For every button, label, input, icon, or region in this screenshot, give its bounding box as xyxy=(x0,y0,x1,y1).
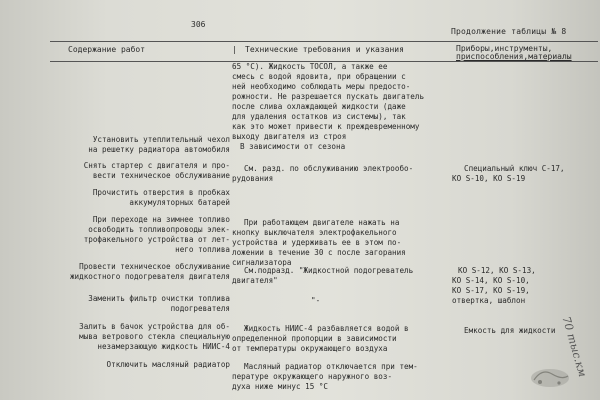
column-header-works: Содержание работ xyxy=(68,45,146,54)
tool-line: КО S-12, КО S-13, xyxy=(458,266,536,275)
work-item-line: трофакельного устройства от лет- xyxy=(83,235,230,244)
requirement-line: При работающем двигателе нажать на xyxy=(244,218,400,227)
requirement-line: См. разд. по обслуживанию электрообо- xyxy=(244,164,414,173)
table-continuation-caption: Продолжение таблицы № 8 xyxy=(451,27,567,36)
stamp-smudge xyxy=(528,362,572,390)
requirement-line: от температуры окружающего воздуха xyxy=(232,344,388,353)
requirement-line: Масляный радиатор отключается при тем- xyxy=(244,362,418,371)
requirement-line: смесь с водой ядовита, при обращении с xyxy=(232,72,406,81)
requirement-line: пературе окружающего наружного воз- xyxy=(232,372,393,381)
tool-line: Специальный ключ С-17, xyxy=(464,164,565,173)
header-top-rule xyxy=(50,41,598,42)
work-item-line: освободить топливопроводы элек- xyxy=(88,225,230,234)
requirement-line: рудования xyxy=(232,174,274,183)
work-item-line: Прочистить отверстия в пробках xyxy=(92,188,230,197)
column-header-tools-line2: приспособления,материалы xyxy=(456,52,572,61)
requirement-line: ложении в течение 30 с после загорания xyxy=(232,248,406,257)
work-item-line: Провести техническое обслуживание xyxy=(79,262,230,271)
work-item-line: незамерзающую жидкость НИИС-4 xyxy=(97,342,230,351)
work-item-line: Установить утеплительный чехол xyxy=(92,135,230,144)
requirement-line: кнопку выключателя электрофакельного xyxy=(232,228,397,237)
work-item-line: вести техническое обслуживание xyxy=(92,171,230,180)
work-item-line: мыва ветрового стекла специальную xyxy=(79,332,230,341)
column-header-separator: | xyxy=(232,45,237,54)
requirement-line: ней необходимо соблюдать меры предосто- xyxy=(232,82,411,91)
column-header-tools-line1: Приборы,инструменты, xyxy=(456,44,553,53)
work-item-line: Отключить масляный радиатор xyxy=(106,360,230,369)
work-item-line: жидкостного подогревателя двигателя xyxy=(69,272,230,281)
requirement-line: двигателя" xyxy=(232,276,278,285)
handwritten-note: 70 тыс.км xyxy=(559,315,590,379)
requirement-line: 65 °С). Жидкость ТОСОЛ, а также ее xyxy=(232,62,388,71)
requirement-line: после слива охлаждающей жидкости (даже xyxy=(232,102,406,111)
tool-line: КО S-10, КО S-19 xyxy=(452,174,526,183)
requirement-line: В зависимости от сезона xyxy=(240,142,346,151)
tool-line: КО S-14, КО S-10, xyxy=(452,276,530,285)
ditto-mark: "- xyxy=(311,296,321,305)
work-item-line: подогревателя xyxy=(170,304,230,313)
work-item-line: него топлива xyxy=(175,245,230,254)
tool-line: отвертка, шаблон xyxy=(452,296,526,305)
work-item-line: При переходе на зимнее топливо xyxy=(92,215,230,224)
tool-line: Емкость для жидкости xyxy=(464,326,556,335)
requirement-line: для удаления остатков из системы), так xyxy=(232,112,406,121)
requirement-line: духа ниже минус 15 °С xyxy=(232,382,329,391)
requirement-line: как это может привести к преждевременному xyxy=(232,122,420,131)
work-item-line: на решетку радиатора автомобиля xyxy=(88,145,230,154)
requirement-line: рожности. Не разрешается пускать двигатель xyxy=(232,92,425,101)
work-item-line: аккумуляторных батарей xyxy=(129,198,230,207)
requirement-line: сигнализатора xyxy=(232,258,292,267)
requirement-line: определенной пропорции в зависимости xyxy=(232,334,397,343)
work-item-line: Снять стартер с двигателя и про- xyxy=(83,161,230,170)
requirement-line: Жидкость НИИС-4 разбавляется водой в xyxy=(244,324,409,333)
requirement-line: См.подразд. "Жидкостной подогреватель xyxy=(244,266,414,275)
column-header-requirements: Технические требования и указания xyxy=(245,45,404,54)
tool-line: КО S-17, КО S-19, xyxy=(452,286,530,295)
requirement-line: устройства и удерживать ее в этом по- xyxy=(232,238,402,247)
work-item-line: Залить в бачок устройства для об- xyxy=(79,322,230,331)
page-number: 306 xyxy=(191,20,206,29)
requirement-line: выходу двигателя из строя xyxy=(232,132,347,141)
work-item-line: Заменить фильтр очистки топлива xyxy=(88,294,230,303)
